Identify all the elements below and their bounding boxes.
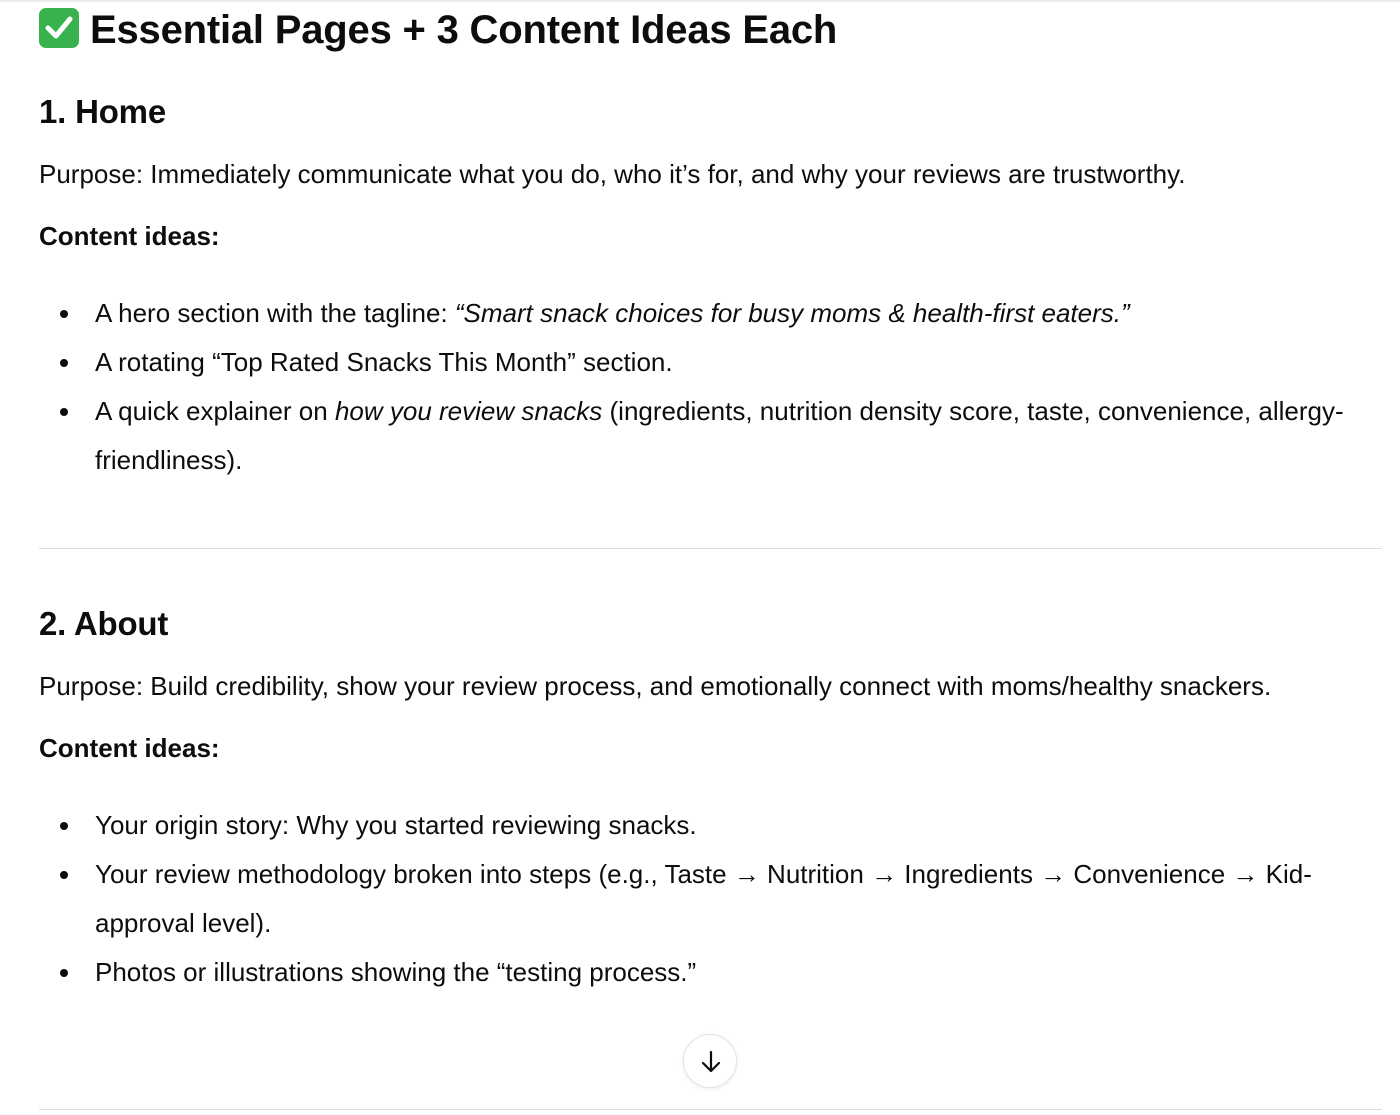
section-divider bbox=[39, 1109, 1382, 1110]
content-ideas-list bbox=[39, 289, 1382, 485]
section-heading: 1. Home bbox=[39, 93, 166, 130]
list-item: Your review methodology broken into steps (e.g., Taste → Nutrition → Ingredients → Convenience → Kid-approval level). bbox=[39, 850, 1360, 948]
section-purpose: Purpose: Immediately communicate what you do, who it’s for, and why your reviews are trustworthy. bbox=[39, 159, 1186, 189]
arrow-down-icon bbox=[697, 1048, 725, 1076]
section-purpose: Purpose: Build credibility, show your review process, and emotionally connect with moms/healthy snackers. bbox=[39, 671, 1272, 701]
content-ideas-label: Content ideas: bbox=[39, 221, 220, 251]
page-title-text: Essential Pages + 3 Content Ideas Each bbox=[90, 8, 838, 52]
list-item: Your origin story: Why you started reviewing snacks. bbox=[39, 801, 1382, 850]
page-title bbox=[39, 6, 837, 54]
list-item: A hero section with the tagline: “Smart snack choices for busy moms & health-first eaters.” bbox=[39, 289, 1382, 338]
section-about bbox=[39, 604, 1382, 997]
top-divider bbox=[0, 0, 1400, 2]
list-item: A rotating “Top Rated Snacks This Month” section. bbox=[39, 338, 1382, 387]
scroll-to-bottom-button[interactable] bbox=[683, 1034, 737, 1088]
list-item: Photos or illustrations showing the “testing process.” bbox=[39, 948, 1382, 997]
section-divider bbox=[39, 548, 1382, 549]
check-mark-button-icon bbox=[39, 8, 79, 48]
content-ideas-label: Content ideas: bbox=[39, 733, 220, 763]
section-heading: 2. About bbox=[39, 605, 169, 642]
list-item: A quick explainer on how you review snacks (ingredients, nutrition density score, taste, convenience, allergy-friendliness). bbox=[39, 387, 1382, 485]
section-home bbox=[39, 92, 1382, 485]
content-ideas-list bbox=[39, 801, 1382, 997]
